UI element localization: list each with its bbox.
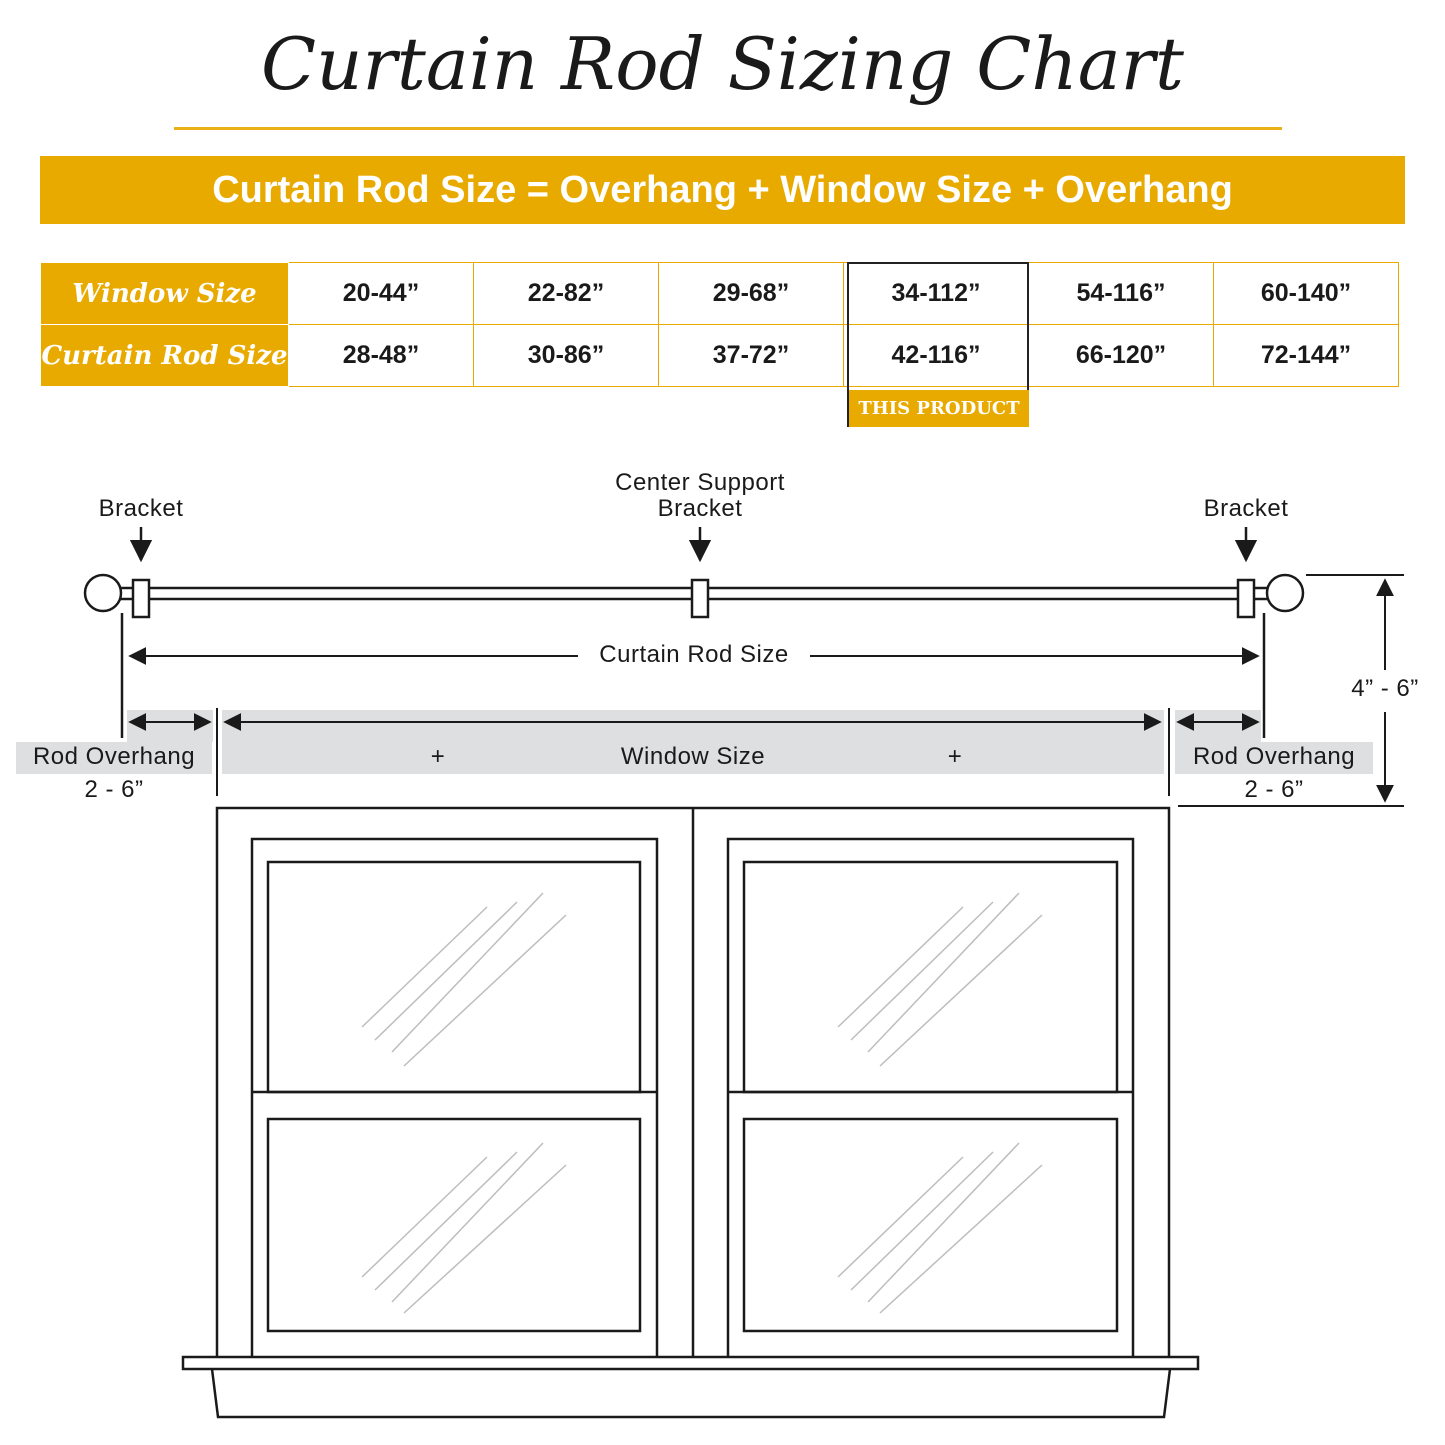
rod-overhang-right-label: Rod Overhang <box>1192 743 1356 770</box>
page-title: Curtain Rod Sizing Chart <box>261 22 1184 106</box>
window-apron <box>212 1369 1170 1417</box>
rod-size-cell: 28-48” <box>289 325 474 387</box>
height-range-label: 4” - 6” <box>1330 675 1440 703</box>
window-size-cell: 54-116” <box>1029 263 1214 325</box>
curtain-rod <box>85 575 1303 617</box>
window-sill <box>183 1357 1198 1369</box>
glass-reflections <box>362 893 1042 1313</box>
right-top-pane <box>744 862 1117 1092</box>
formula-banner: Curtain Rod Size = Overhang + Window Size + Overhang <box>40 156 1405 224</box>
curtain-rod-size-label: Curtain Rod Size <box>578 641 810 669</box>
left-sash-outer <box>252 839 657 1358</box>
window-size-label: Window Size <box>620 743 766 770</box>
bracket-left <box>133 580 149 617</box>
plus-right: + <box>947 743 963 770</box>
finial-left <box>85 575 121 611</box>
rod-overhang-left-label: Rod Overhang <box>32 743 196 770</box>
center-support-label-line2: Bracket <box>657 495 743 522</box>
right-bottom-pane <box>744 1119 1117 1331</box>
rod-size-cell: 37-72” <box>659 325 844 387</box>
plus-left: + <box>430 743 446 770</box>
bracket-right-label: Bracket <box>1203 495 1289 522</box>
window-size-cell: 60-140” <box>1214 263 1399 325</box>
window-illustration <box>183 808 1198 1417</box>
center-support-bracket <box>692 580 708 617</box>
center-support-label-line1: Center Support <box>615 469 785 496</box>
rod-size-cell: 42-116” <box>844 325 1029 387</box>
left-top-pane <box>268 862 640 1092</box>
left-bottom-pane <box>268 1119 640 1331</box>
rod-size-cell: 72-144” <box>1214 325 1399 387</box>
window-size-cell: 29-68” <box>659 263 844 325</box>
rod-overhang-right-value: 2 - 6” <box>1244 776 1304 803</box>
row-header-window-size: Window Size <box>41 263 289 325</box>
row-header-rod-size: Curtain Rod Size <box>41 325 289 387</box>
bracket-left-label: Bracket <box>98 495 184 522</box>
window-size-cell: 34-112” <box>844 263 1029 325</box>
rod-overhang-left-value: 2 - 6” <box>84 776 144 803</box>
rod-size-cell: 66-120” <box>1029 325 1214 387</box>
this-product-badge: THIS PRODUCT <box>849 390 1029 427</box>
rod-size-cell: 30-86” <box>474 325 659 387</box>
window-size-cell: 20-44” <box>289 263 474 325</box>
bracket-right <box>1238 580 1254 617</box>
finial-right <box>1267 575 1303 611</box>
window-size-cell: 22-82” <box>474 263 659 325</box>
right-sash-outer <box>728 839 1133 1358</box>
